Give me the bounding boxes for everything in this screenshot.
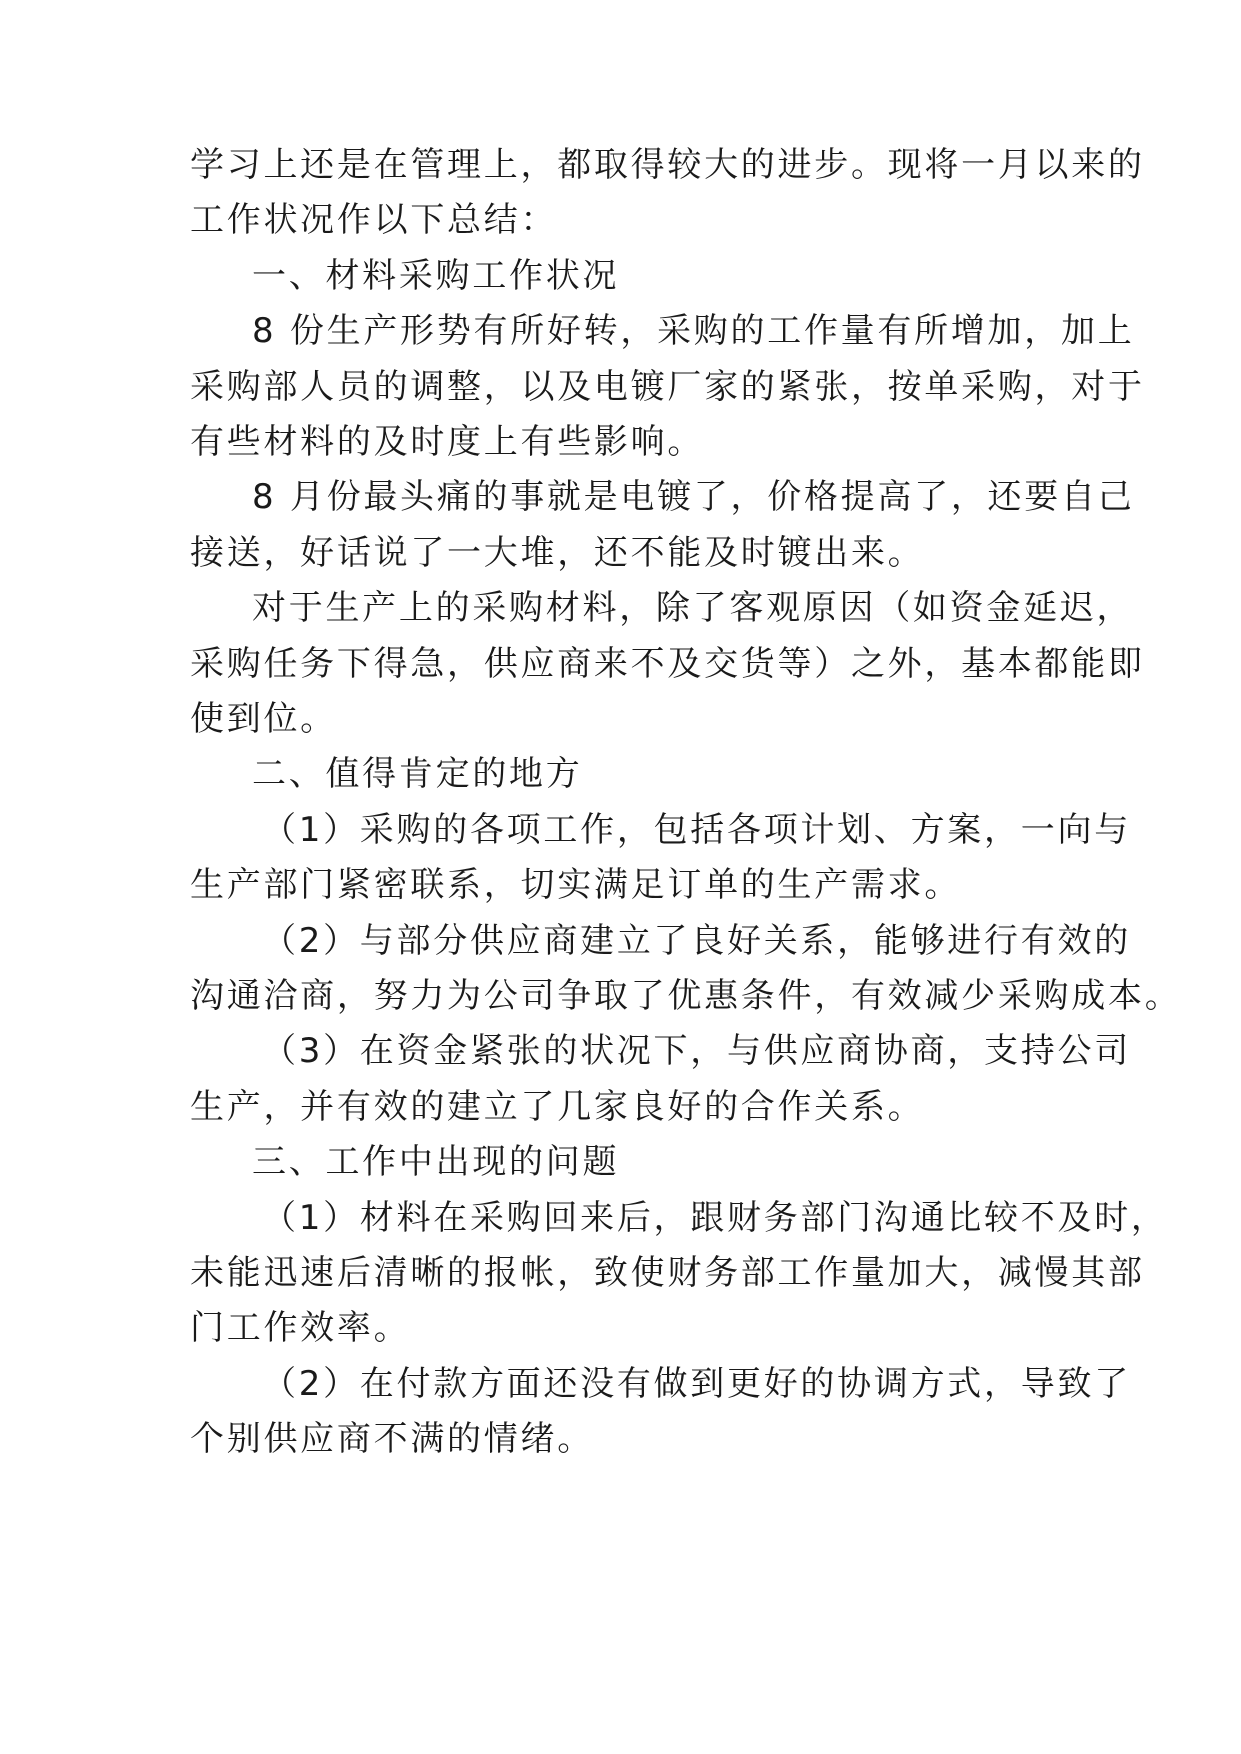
section-heading: 一、材料采购工作状况	[252, 256, 620, 296]
text-line: 采购任务下得急，供应商来不及交货等）之外，基本都能即	[190, 644, 1145, 684]
text-line: 门工作效率。	[190, 1308, 411, 1348]
text-line: 工作状况作以下总结：	[190, 200, 558, 240]
text-line: 学习上还是在管理上，都取得较大的进步。现将一月以来的	[190, 145, 1145, 185]
section-heading: 二、值得肯定的地方	[252, 754, 583, 794]
text-line: （2）与部分供应商建立了良好关系，能够进行有效的	[262, 921, 1131, 961]
text-line: 8 月份最头痛的事就是电镀了，价格提高了，还要自己	[252, 477, 1135, 517]
text-line: 沟通洽商，努力为公司争取了优惠条件，有效减少采购成本。	[190, 976, 1182, 1016]
text-line: 生产部门紧密联系，切实满足订单的生产需求。	[190, 865, 962, 905]
text-line: 接送，好话说了一大堆，还不能及时镀出来。	[190, 533, 925, 573]
text-line: （2）在付款方面还没有做到更好的协调方式，导致了	[262, 1364, 1131, 1404]
text-line: 8 份生产形势有所好转，采购的工作量有所增加，加上	[252, 311, 1135, 351]
text-line: 采购部人员的调整，以及电镀厂家的紧张，按单采购，对于	[190, 367, 1145, 407]
text-line: 生产，并有效的建立了几家良好的合作关系。	[190, 1087, 925, 1127]
text-line: 使到位。	[190, 699, 337, 739]
section-heading: 三、工作中出现的问题	[252, 1142, 620, 1182]
text-line: 个别供应商不满的情绪。	[190, 1419, 594, 1459]
text-line: 有些材料的及时度上有些影响。	[190, 422, 705, 462]
text-line: （1）采购的各项工作，包括各项计划、方案，一向与	[262, 810, 1131, 850]
text-line: 未能迅速后清晰的报帐，致使财务部工作量加大，减慢其部	[190, 1253, 1145, 1293]
text-line: （1）材料在采购回来后，跟财务部门沟通比较不及时，	[262, 1198, 1168, 1238]
text-line: 对于生产上的采购材料，除了客观原因（如资金延迟，	[252, 588, 1134, 628]
text-line: （3）在资金紧张的状况下，与供应商协商，支持公司	[262, 1031, 1131, 1071]
